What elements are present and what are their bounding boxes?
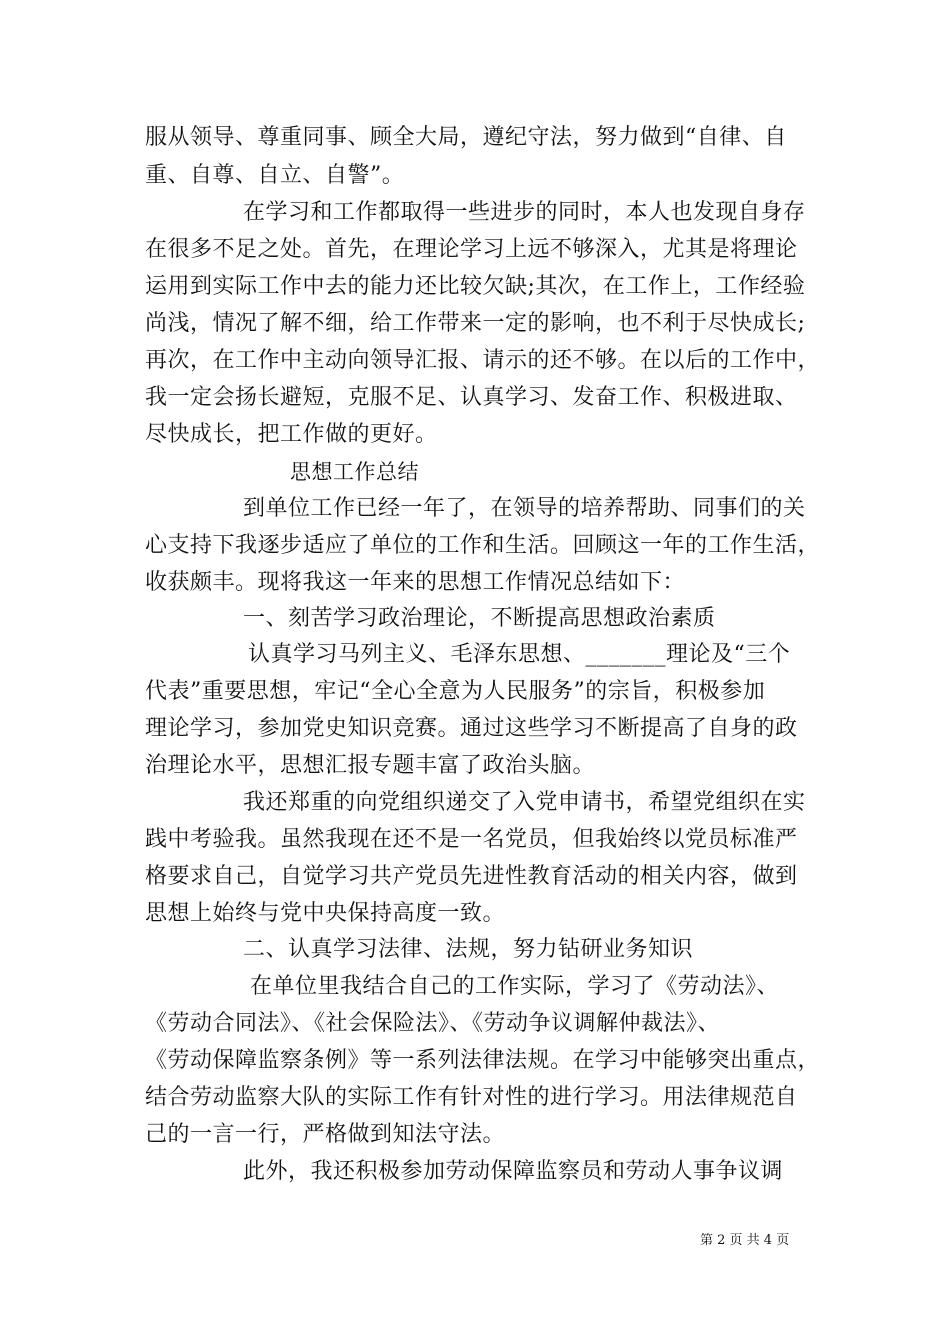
text-line: 尽快成长，把工作做的更好。 bbox=[145, 422, 438, 447]
text-line: 理论学习，参加党史知识竞赛。通过这些学习不断提高了自身的政 bbox=[145, 716, 798, 741]
text-line: 重、自尊、自立、自警”。 bbox=[145, 163, 405, 188]
text-line: 《劳动保障监察条例》等一系列法律法规。在学习中能够突出重点， bbox=[145, 1048, 821, 1073]
paragraph-start: 在学习和工作都取得一些进步的同时，本人也发现自身存 bbox=[243, 200, 806, 225]
text-line: 再次，在工作中主动向领导汇报、请示的还不够。在以后的工作中， bbox=[145, 348, 821, 373]
paragraph-start: 在单位里我结合自己的工作实际，学习了《劳动法》、 bbox=[250, 974, 780, 999]
text-line: 收获颇丰。现将我这一年来的思想工作情况总结如下： bbox=[145, 570, 686, 595]
text-line: 己的一言一行，严格做到知法守法。 bbox=[145, 1122, 506, 1147]
text-line: 在很多不足之处。首先，在理论学习上远不够深入，尤其是将理论 bbox=[145, 237, 798, 262]
text-line: 我一定会扬长避短，克服不足、认真学习、发奋工作、积极进取、 bbox=[145, 385, 798, 410]
paragraph-start: 到单位工作已经一年了，在领导的培养帮助、同事们的关 bbox=[243, 496, 806, 521]
text-line: 尚浅，情况了解不细，给工作带来一定的影响，也不利于尽快成长; bbox=[145, 311, 806, 336]
section-title: 思想工作总结 bbox=[290, 460, 419, 484]
text-line: 《劳动合同法》、《社会保险法》、《劳动争议调解仲裁法》、 bbox=[145, 1011, 721, 1036]
section-heading: 二、认真学习法律、法规，努力钻研业务知识 bbox=[243, 937, 694, 962]
page-number: 第 2 页 共 4 页 bbox=[700, 1233, 790, 1248]
paragraph-start: 认真学习马列主义、毛泽东思想、_______理论及“三个 bbox=[248, 642, 791, 667]
text-line: 运用到实际工作中去的能力还比较欠缺;其次，在工作上，工作经验 bbox=[145, 274, 806, 299]
text-line: 服从领导、尊重同事、顾全大局，遵纪守法，努力做到“自律、自 bbox=[145, 125, 787, 150]
paragraph-start: 我还郑重的向党组织递交了入党申请书，希望党组织在实 bbox=[243, 790, 806, 815]
text-line: 代表”重要思想，牢记“全心全意为人民服务”的宗旨，积极参加 bbox=[145, 679, 766, 704]
text-line: 结合劳动监察大队的实际工作有针对性的进行学习。用法律规范自 bbox=[145, 1085, 798, 1110]
section-heading: 一、刻苦学习政治理论，不断提高思想政治素质 bbox=[243, 606, 716, 631]
text-line: 思想上始终与党中央保持高度一致。 bbox=[145, 901, 506, 926]
text-line: 格要求自己，自觉学习共产党员先进性教育活动的相关内容，做到 bbox=[145, 864, 798, 889]
text-line: 心支持下我逐步适应了单位的工作和生活。回顾这一年的工作生活， bbox=[145, 533, 821, 558]
paragraph-start: 此外，我还积极参加劳动保障监察员和劳动人事争议调 bbox=[243, 1159, 784, 1184]
text-line: 践中考验我。虽然我现在还不是一名党员，但我始终以党员标准严 bbox=[145, 827, 798, 852]
text-line: 治理论水平，思想汇报专题丰富了政治头脑。 bbox=[145, 753, 596, 778]
